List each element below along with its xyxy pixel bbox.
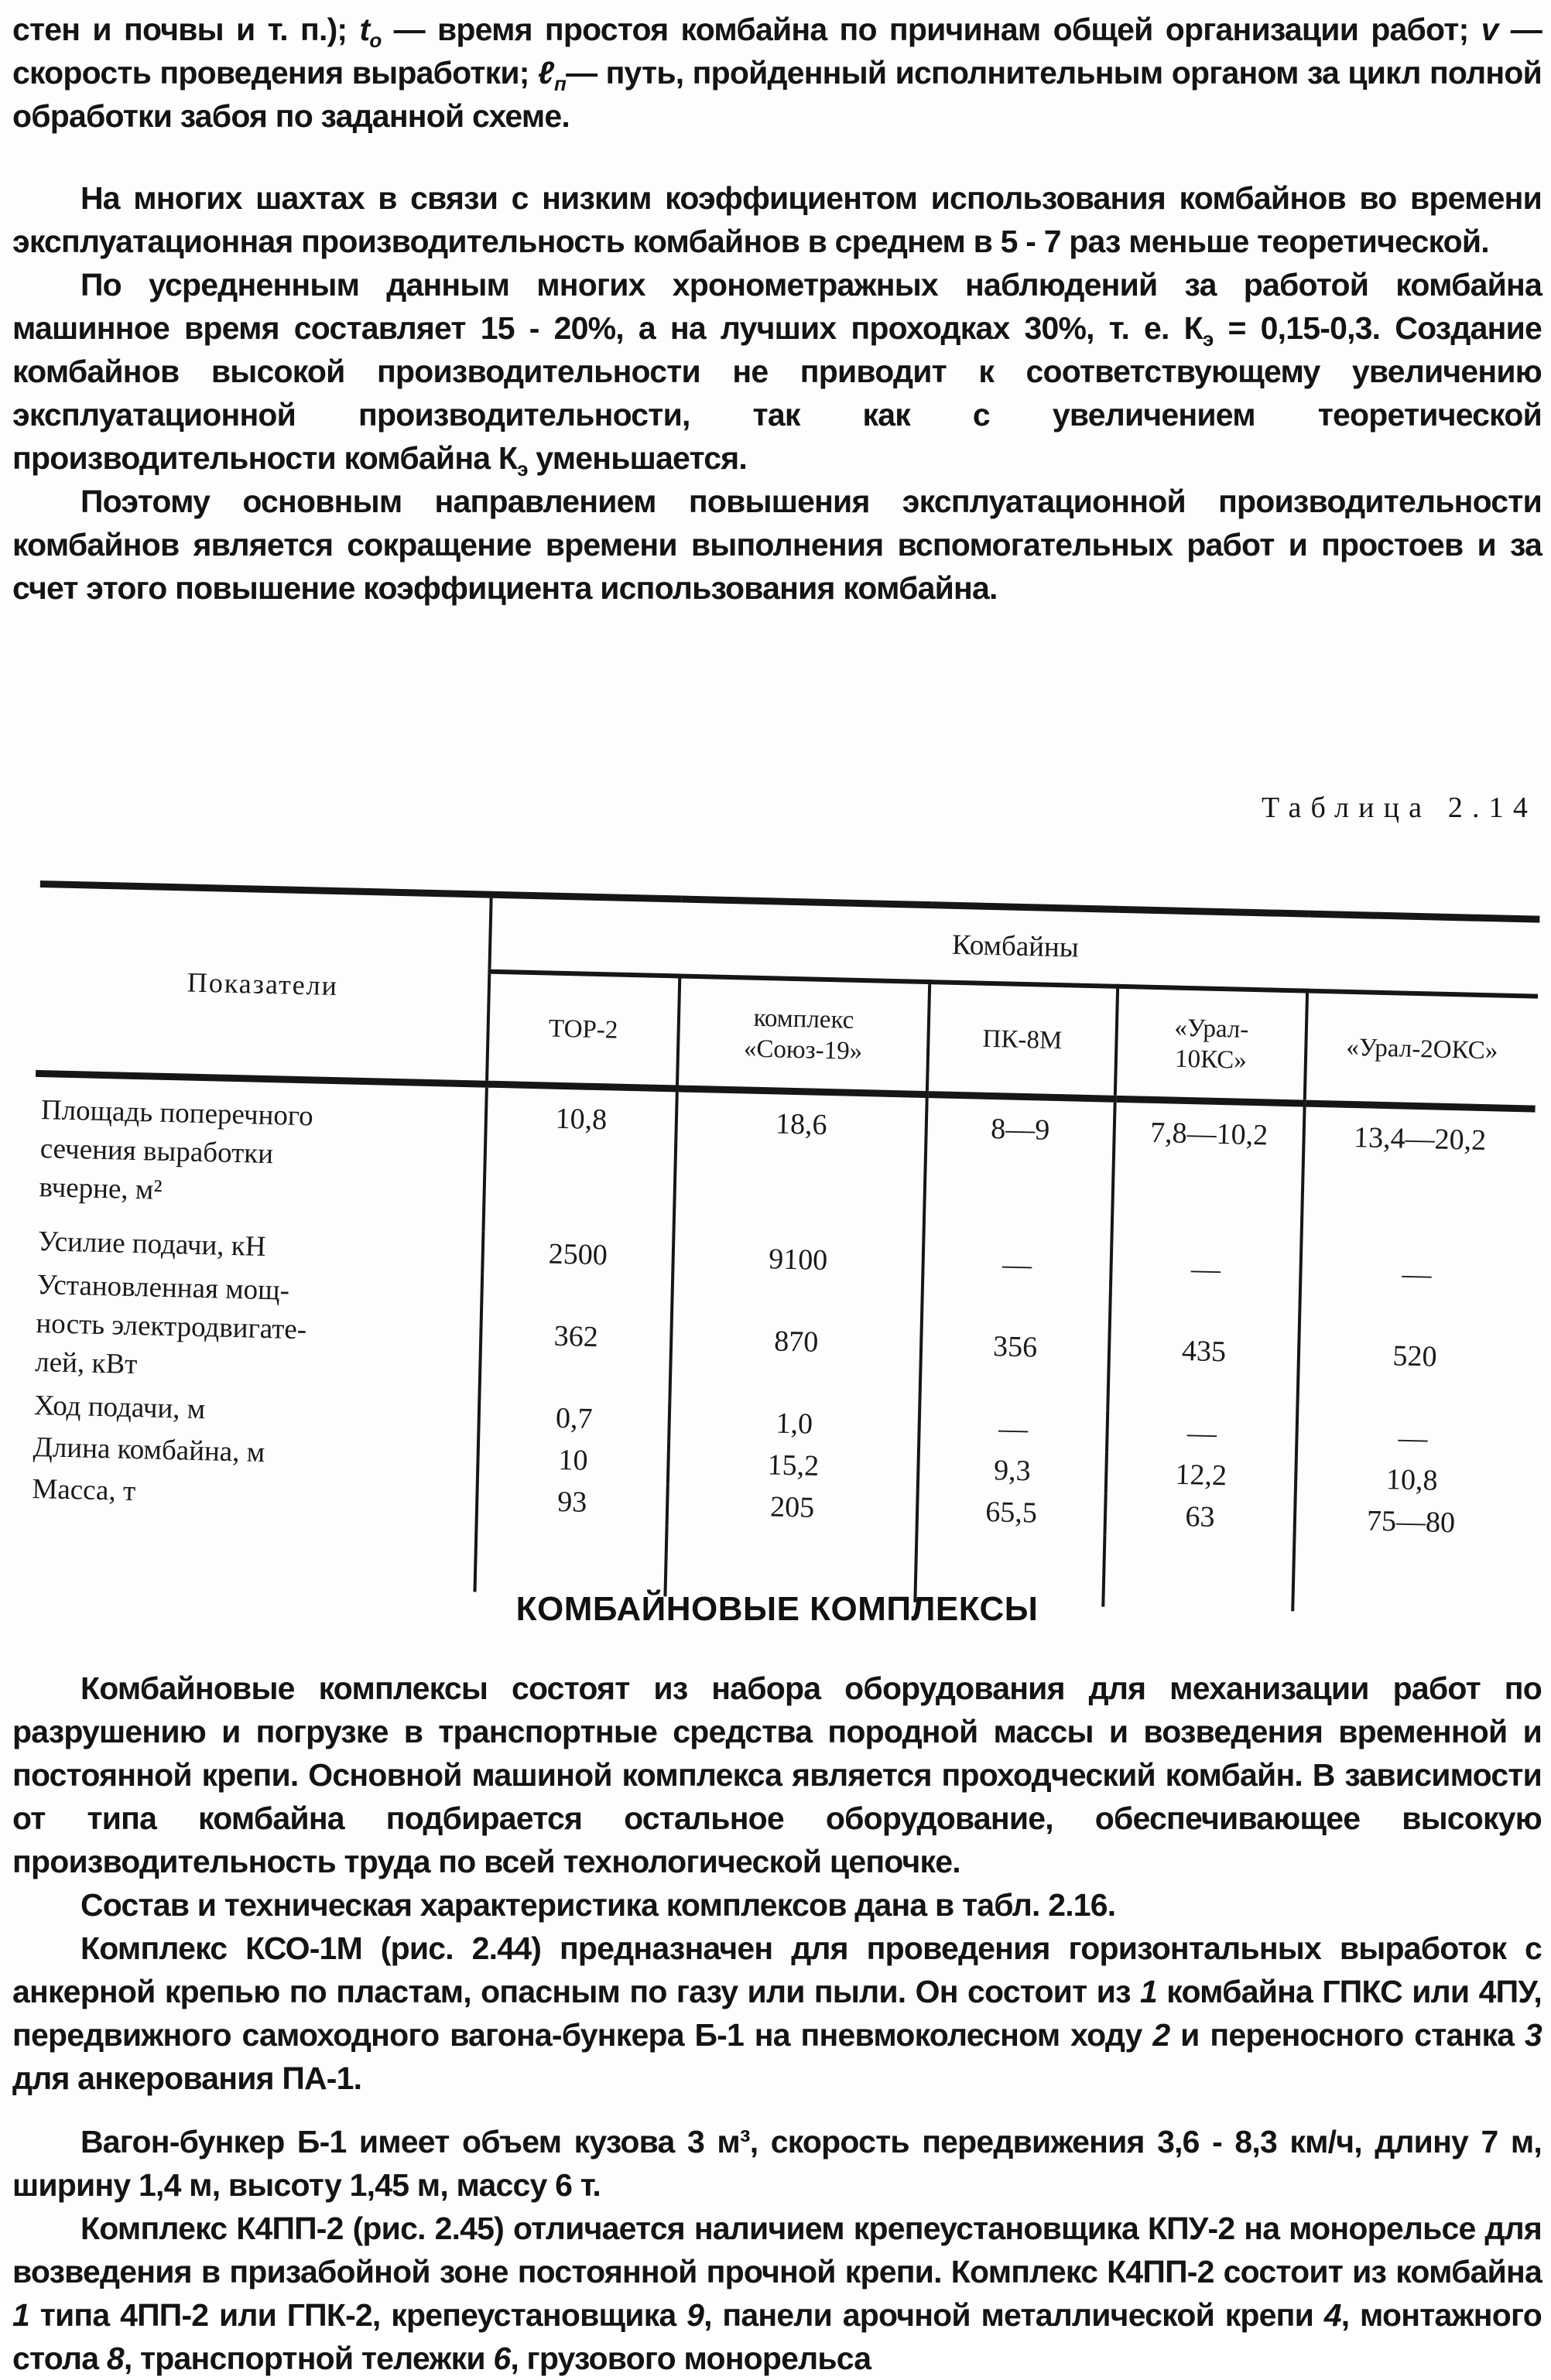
- value-cell: —: [1300, 1251, 1532, 1298]
- section-heading: КОМБАЙНОВЫЕ КОМПЛЕКСЫ: [515, 1590, 1039, 1628]
- value-cell: 870: [669, 1277, 923, 1406]
- value-cell: —: [919, 1406, 1108, 1452]
- section-paragraph-3: Комплекс КСО-1М (рис. 2.44) предназначен для проведения горизонтальных выработок с анкерной крепью по пластам, опасным по газу или пыли. Он состоит из 1 комбайна ГПКС или 4ПУ, передвижного самоходного вагона-бункера Б-1 на пневмоколесном ходу 2 и переносного станка 3 для анкерования ПА-1.: [12, 1930, 1542, 2096]
- section-paragraph-1: Комбайновые комплексы состоят из набора оборудования для механизации работ по разрушению и погрузке в транспортные средства породной массы и возведения временной и постоянной крепи. Основной машиной комплекса является проходческий комбайн. В зависимости от типа комбайна подбирается остальное оборудование, обеспечивающее высокую производительность труда по всей технологической цепочке.: [12, 1670, 1542, 1879]
- value-cell: 10: [478, 1438, 669, 1484]
- value-cell: 9,3: [918, 1448, 1107, 1494]
- value-cell: 8—9: [923, 1095, 1114, 1246]
- row-header-cell: Показатели: [36, 884, 491, 1084]
- value-cell: 65,5: [917, 1489, 1106, 1536]
- row-label-cell: Длина комбайна, м: [33, 1431, 265, 1469]
- value-cell: 435: [1108, 1288, 1300, 1415]
- value-cell: 205: [667, 1483, 918, 1531]
- row-label-cell: Масса, т: [31, 1472, 136, 1508]
- row-label-cell: Ход подачи, м: [33, 1390, 206, 1426]
- row-label-cell: Усилие подачи, кН: [37, 1226, 266, 1263]
- value-cell: —: [1107, 1411, 1297, 1457]
- section-paragraph-2: Состав и техническая характеристика комплексов дана в табл. 2.16.: [80, 1887, 1116, 1923]
- section-text-block: [12, 1588, 1542, 2380]
- value-cell: 93: [477, 1479, 668, 1526]
- value-cell: —: [1111, 1246, 1301, 1293]
- group-header-cell: Комбайны: [489, 894, 1539, 996]
- section-paragraph-5: Комплекс К4ПП-2 (рис. 2.45) отличается наличием крепеустановщика КПУ-2 на монорельсе для возведения в призабойной зоне постоянной прочной крепи. Комплекс К4ПП-2 состоит из комбайна 1 типа 4ПП-2 или ГПК-2, крепеустановщика 9, панели арочной металлической крепи 4, монтажного стола 8, транспортной тележки 6, грузового монорельса: [12, 2211, 1542, 2376]
- value-cell: 75—80: [1294, 1498, 1525, 1545]
- row-label-cell: Установленная мощ- ность электродвигате- лей, кВт: [34, 1269, 307, 1381]
- value-cell: 9100: [673, 1236, 923, 1284]
- intro-text-block: [12, 8, 1542, 610]
- combines-table: [24, 881, 1540, 1616]
- value-cell: 356: [919, 1284, 1111, 1411]
- intro-paragraph-3: По усредненным данным многих хронометражных наблюдений за работой комбайна машинное время составляет 15 - 20%, а на лучших проходках 30%, т. е. $К_э = 0,15-0,3$. Создание комбайнов высокой производительности не приводит к соответствующему увеличению эксплуатационной производительности, так как с увеличением теоретической производительности комбайна $К_э$ уменьшается.: [12, 267, 1542, 481]
- table-caption: Таблица 2.14: [1262, 792, 1537, 824]
- intro-paragraph-1: стен и почвы и т. п.); $t_о$ — время простоя комбайна по причинам общей организации работ; v — скорость проведения выработки; ℓ$_п$— путь, пройденный исполнительным органом за цикл полной обработки забоя по заданной схеме.: [12, 12, 1542, 134]
- value-cell: 0,7: [478, 1396, 669, 1442]
- value-cell: 18,6: [673, 1089, 926, 1242]
- column-header-tor2: ТОР-2: [487, 972, 680, 1089]
- value-cell: 1,0: [669, 1400, 919, 1448]
- value-cell: 13,4—20,2: [1301, 1103, 1535, 1256]
- column-header-ural2oks: «Урал-2ОКС»: [1305, 991, 1538, 1109]
- value-cell: 7,8—10,2: [1111, 1099, 1304, 1250]
- value-cell: 520: [1297, 1293, 1531, 1421]
- value-cell: 10,8: [1296, 1456, 1527, 1503]
- value-cell: —: [923, 1242, 1111, 1288]
- value-cell: 15,2: [668, 1441, 919, 1489]
- column-header-pk8m: ПК-8М: [927, 982, 1118, 1099]
- value-cell: 2500: [482, 1232, 673, 1278]
- column-header-ural10ks: «Урал- 10КС»: [1115, 987, 1307, 1103]
- value-cell: 362: [479, 1274, 673, 1400]
- value-cell: 10,8: [483, 1084, 676, 1236]
- value-cell: 63: [1104, 1494, 1295, 1541]
- intro-paragraph-4: Поэтому основным направлением повышения эксплуатационной производительности комбайнов является сокращение времени выполнения вспомогательных работ и простоев и за счет этого повышение коэффициента использования комбайна.: [12, 484, 1542, 606]
- intro-paragraph-2: На многих шахтах в связи с низким коэффициентом использования комбайнов во времени эксплуатационная производительность комбайнов в среднем в 5 - 7 раз меньше теоретической.: [12, 180, 1542, 259]
- value-cell: —: [1296, 1414, 1528, 1462]
- column-header-soyuz19: комплекс «Союз-19»: [677, 976, 930, 1095]
- value-cell: 12,2: [1106, 1452, 1296, 1499]
- section-paragraph-4: Вагон-бункер Б-1 имеет объем кузова 3 м³, скорость передвижения 3,6 - 8,3 км/ч, длину 7 м, ширину 1,4 м, высоту 1,45 м, массу 6 т.: [12, 2124, 1542, 2203]
- row-label-cell: Площадь поперечного сечения выработки вчерне, м²: [33, 1073, 487, 1231]
- table-2-14-wrapper: [24, 881, 1540, 1616]
